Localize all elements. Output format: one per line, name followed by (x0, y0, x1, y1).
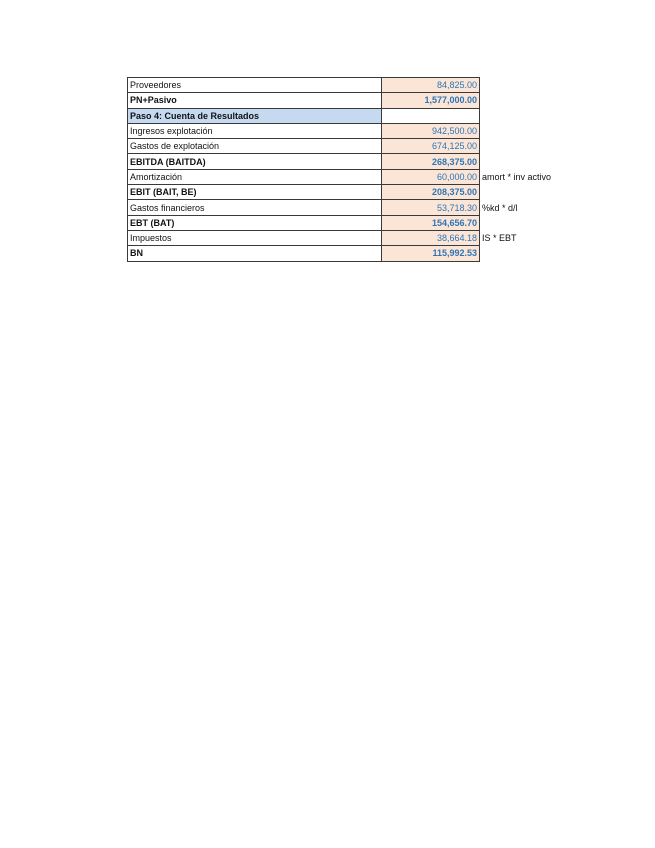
row-label-gastos-explotacion[interactable]: Gastos de explotación (128, 139, 382, 154)
row-note-amortizacion[interactable]: amort * inv activo (482, 171, 552, 182)
table-row (128, 200, 585, 215)
row-label-bn[interactable]: BN (128, 246, 382, 261)
section-title-cuenta-resultados[interactable]: Paso 4: Cuenta de Resultados (128, 108, 382, 123)
table-row (128, 215, 585, 230)
row-label-ebt[interactable]: EBT (BAT) (128, 215, 382, 230)
row-note-gastos-financieros[interactable]: %kd * d/l (482, 202, 518, 213)
table-row (128, 139, 585, 154)
row-label-pn-pasivo[interactable]: PN+Pasivo (128, 93, 382, 108)
row-note[interactable] (480, 246, 585, 261)
row-label-ebit[interactable]: EBIT (BAIT, BE) (128, 185, 382, 200)
row-value-ebitda[interactable]: 268,375.00 (382, 154, 480, 169)
table-row (128, 78, 585, 93)
row-value-proveedores[interactable]: 84,825.00 (382, 78, 480, 93)
row-note[interactable] (480, 154, 585, 169)
section-header-row (128, 108, 585, 123)
row-label-ebitda[interactable]: EBITDA (BAITDA) (128, 154, 382, 169)
row-value-ebt[interactable]: 154,656.70 (382, 215, 480, 230)
row-note[interactable] (480, 185, 585, 200)
table-row (128, 154, 585, 169)
table-row (128, 93, 585, 108)
row-note[interactable] (480, 108, 585, 123)
row-note[interactable] (480, 93, 585, 108)
row-note[interactable] (480, 215, 585, 230)
table-row (128, 246, 585, 261)
table-row (128, 185, 585, 200)
row-note[interactable] (480, 123, 585, 138)
row-label-proveedores[interactable]: Proveedores (128, 78, 382, 93)
row-note[interactable] (480, 139, 585, 154)
row-value-amortizacion[interactable]: 60,000.00 (382, 169, 480, 184)
table-row (128, 123, 585, 138)
row-value-gastos-financieros[interactable]: 53,718.30 (382, 200, 480, 215)
row-value-gastos-explotacion[interactable]: 674,125.00 (382, 139, 480, 154)
table-row (128, 230, 585, 245)
row-value-pn-pasivo[interactable]: 1,577,000.00 (382, 93, 480, 108)
spreadsheet-area (127, 77, 585, 262)
row-value-bn[interactable]: 115,992.53 (382, 246, 480, 261)
income-statement-table (127, 77, 585, 262)
row-label-impuestos[interactable]: Impuestos (128, 230, 382, 245)
row-value-impuestos[interactable]: 38,664.18 (382, 230, 480, 245)
row-value-ebit[interactable]: 208,375.00 (382, 185, 480, 200)
section-value-cell[interactable] (382, 108, 480, 123)
row-value-ingresos[interactable]: 942,500.00 (382, 123, 480, 138)
row-note-impuestos[interactable]: IS * EBT (482, 233, 517, 244)
row-label-amortizacion[interactable]: Amortización (128, 169, 382, 184)
row-label-ingresos[interactable]: Ingresos explotación (128, 123, 382, 138)
row-note[interactable] (480, 78, 585, 93)
row-label-gastos-financieros[interactable]: Gastos financieros (128, 200, 382, 215)
table-row (128, 169, 585, 184)
